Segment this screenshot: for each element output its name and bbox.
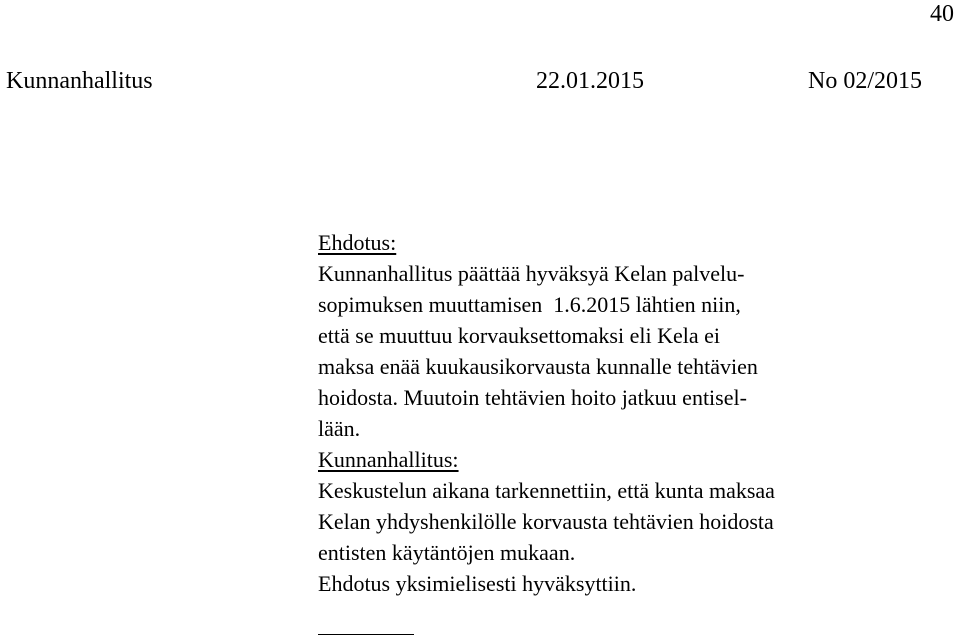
page-number: 40 xyxy=(930,1,954,27)
decision-line: Keskustelun aikana tarkennettiin, että kunta maksaa xyxy=(318,478,775,503)
proposal-heading: Ehdotus: xyxy=(318,230,397,255)
decision-line: Kelan yhdyshenkilölle korvausta tehtävien hoidosta xyxy=(318,509,774,534)
document-header xyxy=(6,64,922,98)
proposal-line: sopimuksen muuttamisen 1.6.2015 lähtien niin, xyxy=(318,292,741,317)
proposal-line: hoidosta. Muutoin tehtävien hoito jatkuu entisel- xyxy=(318,385,747,410)
proposal-line: Kunnanhallitus päättää hyväksyä Kelan palvelu- xyxy=(318,261,745,286)
document-body xyxy=(318,227,918,599)
decision-line: Ehdotus yksimielisesti hyväksyttiin. xyxy=(318,571,637,596)
header-date: 22.01.2015 xyxy=(536,68,644,94)
header-number: No 02/2015 xyxy=(808,68,922,94)
decision-line: entisten käytäntöjen mukaan. xyxy=(318,540,576,565)
header-organization: Kunnanhallitus xyxy=(6,68,153,94)
signature-rule xyxy=(318,634,414,635)
proposal-line: maksa enää kuukausikorvausta kunnalle tehtävien xyxy=(318,354,758,379)
proposal-line: että se muuttuu korvauksettomaksi eli Kela ei xyxy=(318,323,721,348)
decision-heading: Kunnanhallitus: xyxy=(318,447,459,472)
proposal-line: lään. xyxy=(318,416,361,441)
